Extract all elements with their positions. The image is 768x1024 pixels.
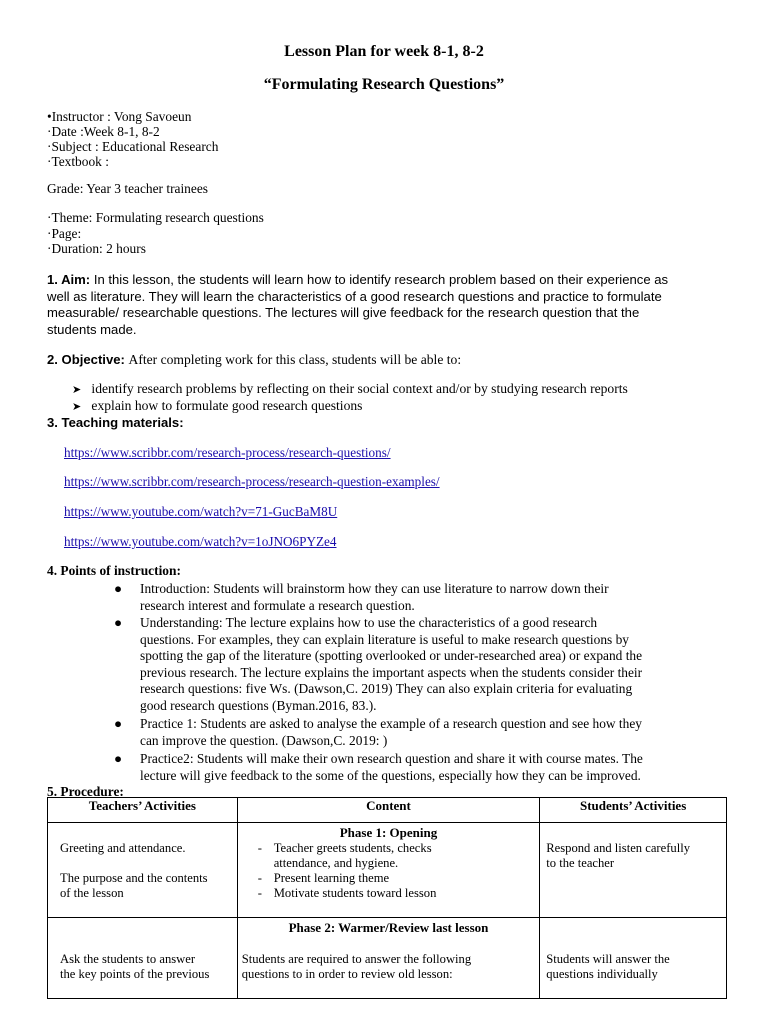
phase2-content-cell <box>237 918 540 999</box>
phase2-teacher-cell <box>48 918 238 999</box>
info-date: ·Date :Week 8-1, 8-2 <box>47 124 160 139</box>
instruction-line: can improve the question. (Dawson,C. 2019: ) <box>140 732 388 748</box>
objective-line <box>47 352 461 368</box>
bullet-icon: ● <box>114 751 123 766</box>
arrow-bullet-icon: ➤ <box>72 384 82 396</box>
phase1-title: Phase 1: Opening <box>339 825 438 840</box>
phase2-title: Phase 2: Warmer/Review last lesson <box>288 920 489 935</box>
cell-text: Students will answer the <box>546 952 670 966</box>
header-teachers: Teachers’ Activities <box>48 798 238 823</box>
phase1-students-cell <box>540 823 727 918</box>
instruction-line: Understanding: The lecture explains how to use the characteristics of a good research <box>140 615 598 630</box>
material-link[interactable]: https://www.youtube.com/watch?v=71-GucBaM8U <box>64 504 338 519</box>
instruction-item <box>114 615 722 715</box>
objective-label: 2. Objective: <box>47 352 125 367</box>
instruction-line: research questions: five Ws. (Dawson,C. 2019) They can also explain criteria for evaluating <box>140 681 633 697</box>
aim-line: students made. <box>47 321 137 337</box>
page-title: Lesson Plan for week 8-1, 8-2 <box>284 43 484 60</box>
phase1-content-cell <box>237 823 540 918</box>
meta-duration: ·Duration: 2 hours <box>47 241 146 256</box>
bullet-icon: ● <box>114 615 123 630</box>
list-item: - Motivate students toward lesson <box>238 886 540 901</box>
cell-text: to the teacher <box>546 856 615 870</box>
cell-text: questions individually <box>546 967 658 981</box>
grade-line: Grade: Year 3 teacher trainees <box>47 181 208 196</box>
instruction-line: spotting the gap of the literature (spotting overlooked or under-researched area) or expand the <box>140 648 643 664</box>
aim-line: well as literature. They will learn the characteristics of a good research questions and practice to formulate <box>47 288 662 304</box>
header-students: Students’ Activities <box>540 798 727 823</box>
table-row <box>48 918 727 999</box>
table-row <box>48 823 727 918</box>
meta-theme: ·Theme: Formulating research questions <box>47 210 264 225</box>
instruction-line: questions. For examples, they can explain literature is useful to make research questions by <box>140 631 629 647</box>
info-subject: ·Subject : Educational Research <box>47 139 219 154</box>
cell-text: The purpose and the contents <box>60 871 208 885</box>
instruction-item <box>114 581 722 614</box>
cell-text: Motivate students toward lesson <box>273 886 437 900</box>
instruction-line: Practice2: Students will make their own research question and share it with course mates. The <box>140 751 643 766</box>
instruction-line: lecture will give feedback to the some of the questions, especially how they can be improved. <box>140 767 641 783</box>
instruction-label: 4. Points of instruction: <box>47 563 181 578</box>
page-subtitle: “Formulating Research Questions” <box>263 76 505 93</box>
cell-text: attendance, and hygiene. <box>273 856 399 870</box>
materials-label: 3. Teaching materials: <box>47 415 184 430</box>
instruction-item <box>114 751 722 784</box>
aim-line: measurable/ researchable questions. The lectures will give feedback for the research question that the <box>47 305 640 320</box>
objective-item <box>72 398 362 414</box>
phase1-teacher-cell <box>48 823 238 918</box>
cell-text: Teacher greets students, checks <box>273 841 432 855</box>
instruction-line: research interest and formulate a research question. <box>140 597 415 613</box>
instruction-line: previous research. The lecture explains the important aspects when the students consider their <box>140 664 643 680</box>
bullet-icon: ● <box>114 581 123 596</box>
procedure-table <box>47 797 727 999</box>
meta-page: ·Page: <box>47 226 82 241</box>
header-content: Content <box>237 798 540 823</box>
cell-text: Respond and listen carefully <box>546 841 690 855</box>
bullet-icon: ● <box>114 716 123 731</box>
phase2-students-cell <box>540 918 727 999</box>
procedure-label: 5. Procedure: <box>47 784 124 799</box>
instruction-item <box>114 716 722 749</box>
instruction-line: Practice 1: Students are asked to analyse the example of a research question and see how they <box>140 716 642 731</box>
cell-text: Present learning theme <box>273 871 390 885</box>
objective-item-text: explain how to formulate good research questions <box>91 398 363 413</box>
material-link[interactable]: https://www.scribbr.com/research-process/research-question-examples/ <box>64 474 440 489</box>
aim-line: In this lesson, the students will learn how to identify research problem based on their experience as <box>93 272 669 287</box>
cell-text: questions to in order to review old lesson: <box>241 967 453 981</box>
cell-text: of the lesson <box>60 886 124 900</box>
info-textbook: ·Textbook : <box>47 154 109 169</box>
material-link[interactable]: https://www.youtube.com/watch?v=1oJNO6PYZe4 <box>64 534 337 549</box>
cell-text: Ask the students to answer <box>60 952 196 966</box>
list-item: - Present learning theme <box>238 871 540 886</box>
material-link[interactable]: https://www.scribbr.com/research-process/research-questions/ <box>64 445 391 460</box>
table-header-row <box>48 798 727 823</box>
cell-text: the key points of the previous <box>60 967 210 981</box>
cell-text: Greeting and attendance. <box>60 841 186 855</box>
info-instructor: •Instructor : Vong Savoeun <box>47 109 192 124</box>
aim-paragraph <box>47 272 707 338</box>
list-item: - Teacher greets students, checks attendance, and hygiene. <box>238 841 540 871</box>
objective-item-text: identify research problems by reflecting on their social context and/or by studying research reports <box>91 381 628 396</box>
aim-label: 1. Aim: <box>47 272 91 287</box>
instruction-line: Introduction: Students will brainstorm how they can use literature to narrow down their <box>140 581 609 596</box>
arrow-bullet-icon: ➤ <box>72 401 82 413</box>
instruction-line: good research questions (Byman.2016, 83.). <box>140 697 377 713</box>
cell-text: Students are required to answer the following <box>241 952 472 966</box>
objective-item <box>72 381 628 397</box>
objective-text: After completing work for this class, students will be able to: <box>128 352 462 367</box>
